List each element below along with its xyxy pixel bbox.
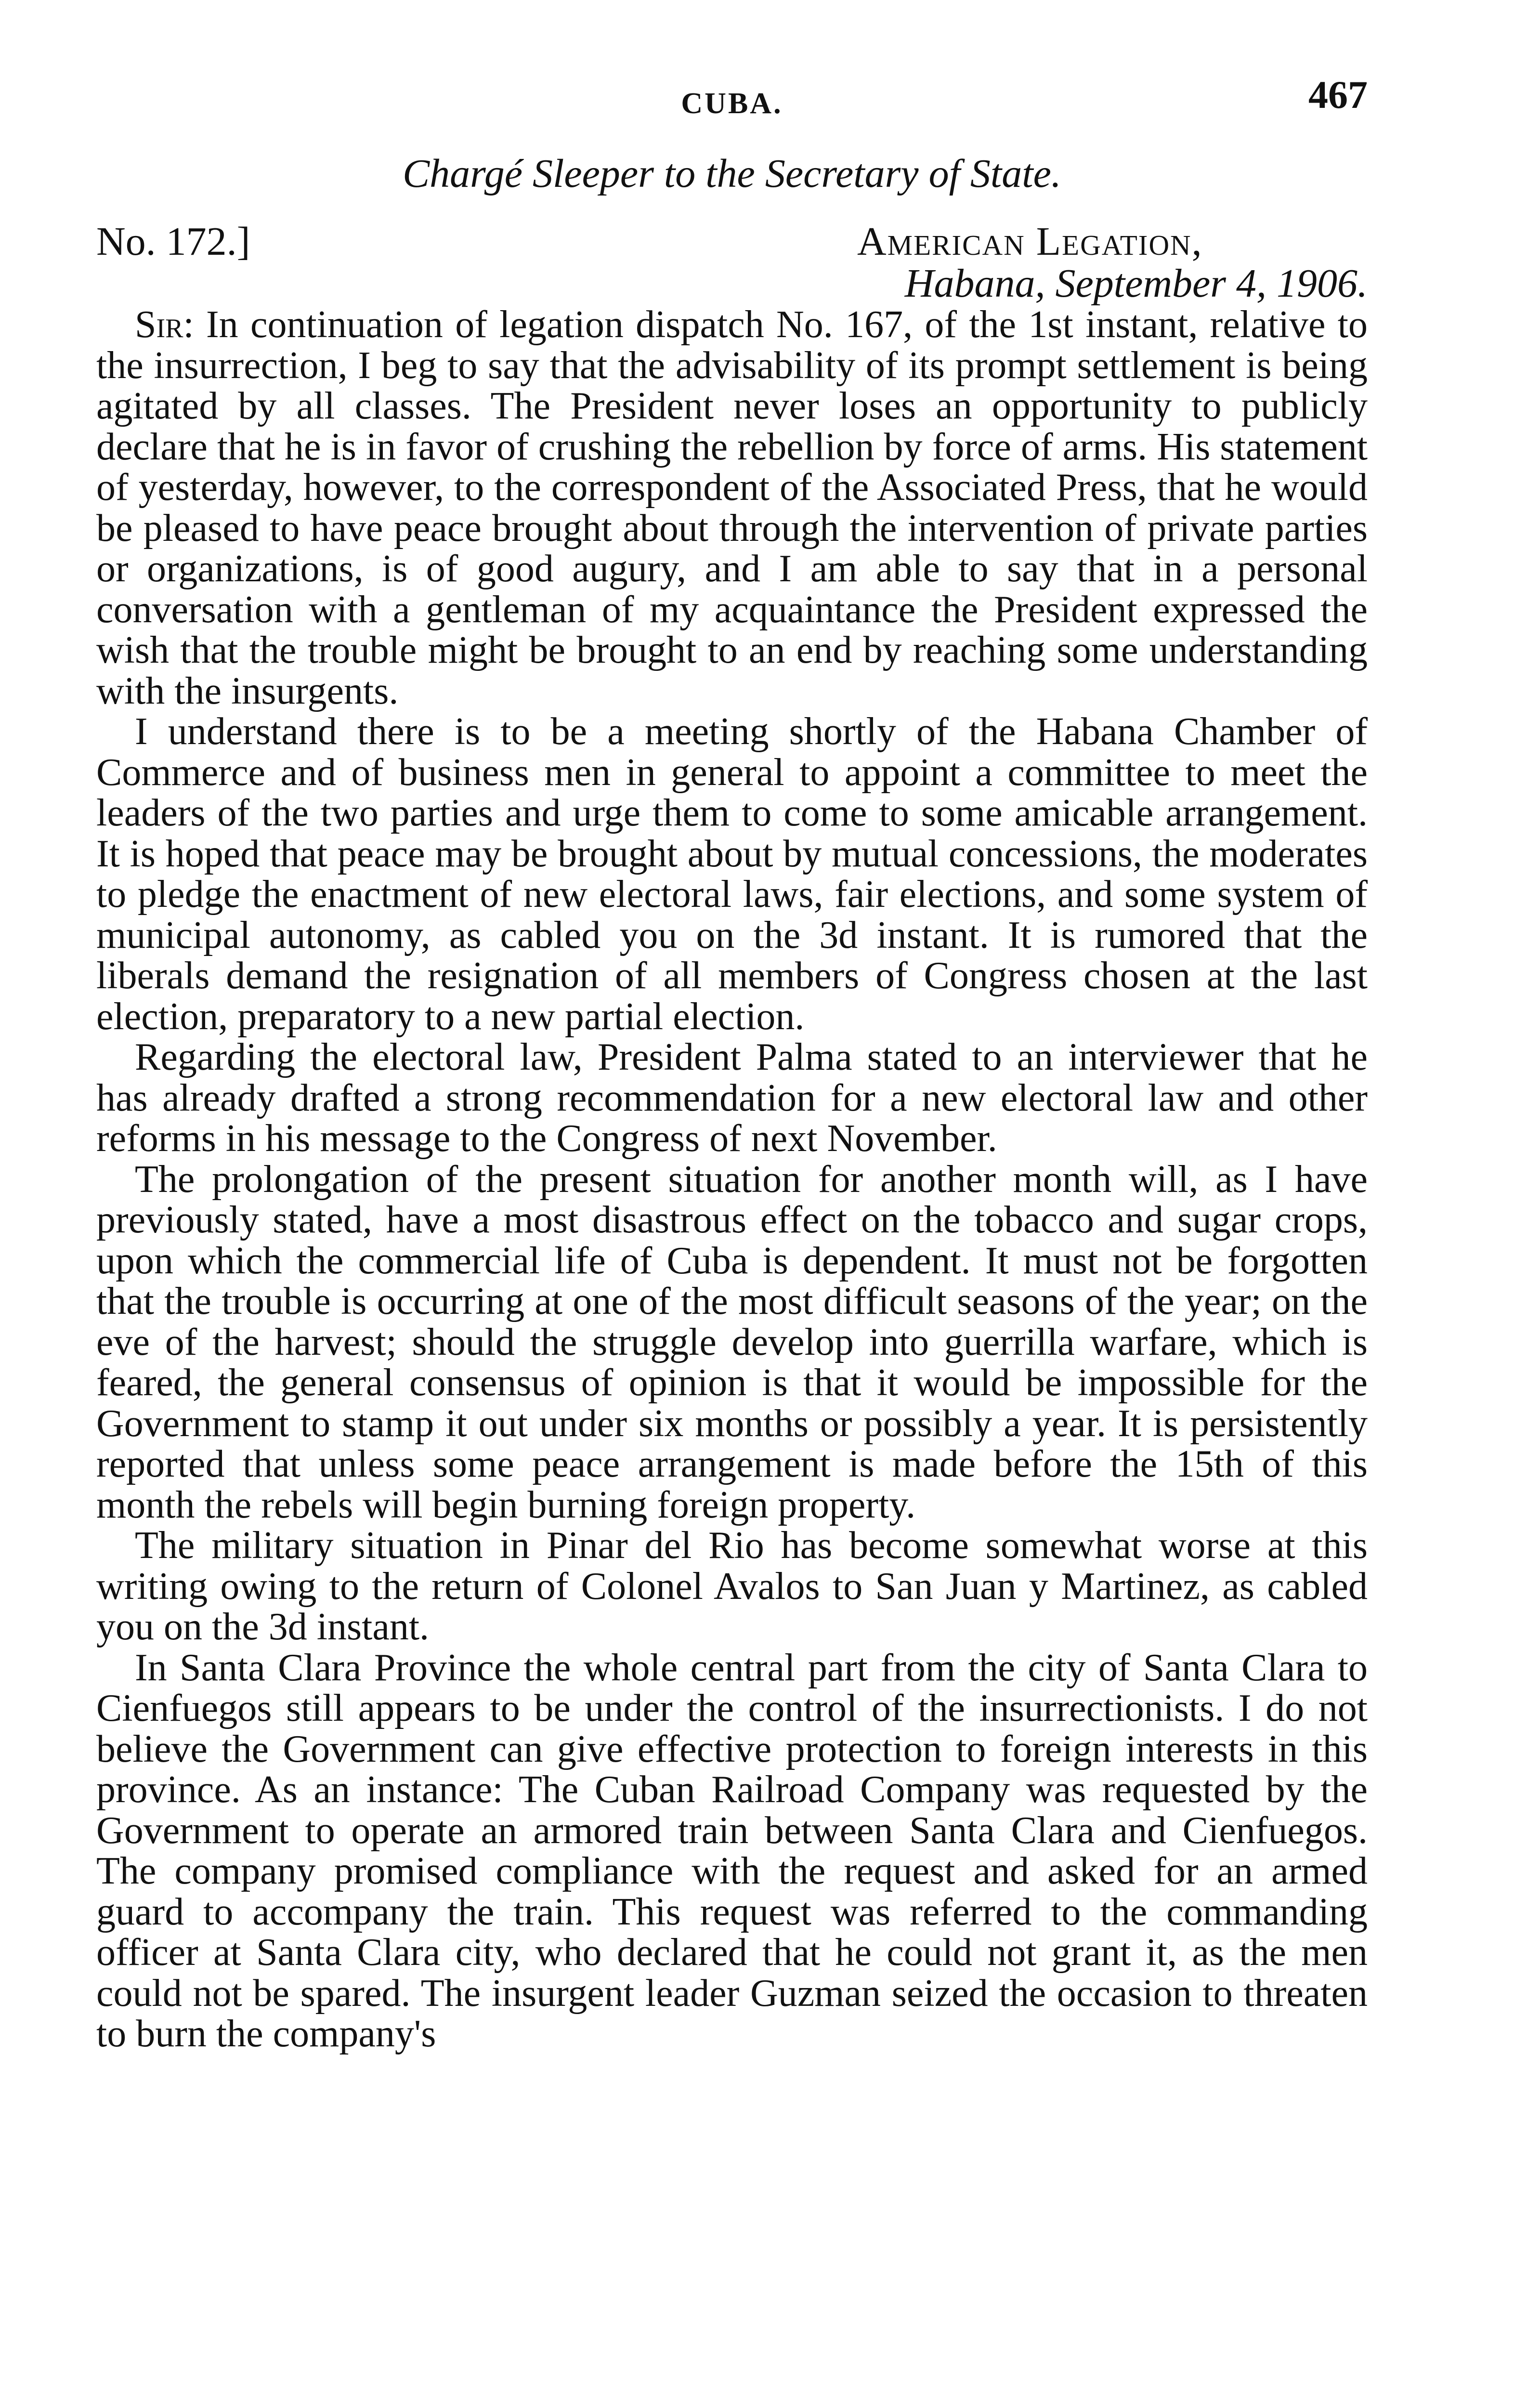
paragraph: Regarding the electoral law, President Palma stated to an interviewer that he has already drafted a strong recommendation for a new electoral law and other reforms in his message to the Congress of next November.: [96, 1036, 1368, 1160]
paragraph: The prolongation of the present situation for another month will, as I have previously stated, have a most disastrous effect on the tobacco and sugar crops, upon which the commercial life of Cuba is dependent. It must not be forgotten that the trouble is occurring at one of the most difficult seasons of the year; on the eve of the harvest; should the struggle develop into guerrilla warfare, which is feared, the general consensus of opinion is that it would be impossible for the Government to stamp it out under six months or possibly a year. It is persistently reported that unless some peace arrangement is made before the 15th of this month the rebels will begin burning foreign property.: [96, 1158, 1368, 1526]
page-number: 467: [1308, 73, 1368, 117]
running-title: CUBA.: [681, 87, 783, 120]
dispatch-number: No. 172.]: [96, 219, 250, 264]
running-head: [96, 72, 1368, 125]
sender-legation: American Legation,: [857, 219, 1203, 264]
paragraph: In Santa Clara Province the whole central part from the city of Santa Clara to Cienfuegos still appears to be under the control of the insurrectionists. I do not believe the Government can give effective protection to foreign interests in this province. As an instance: The Cuban Railroad Company was requested by the Government to operate an armored train between Santa Clara and Cienfuegos. The company promised compliance with the request and asked for an armed guard to accompany the train. This request was referred to the commanding officer at Santa Clara city, who declared that he could not grant it, as the men could not be spared. The insurgent leader Guzman seized the occasion to threaten to burn the company's: [96, 1646, 1368, 2055]
paragraph: I understand there is to be a meeting shortly of the Habana Chamber of Commerce and of business men in general to appoint a committee to meet the leaders of the two parties and urge them to come to some amicable arrangement. It is hoped that peace may be brought about by mutual concessions, the moderates to pledge the enactment of new electoral laws, fair elections, and some system of municipal autonomy, as cabled you on the 3d instant. It is rumored that the liberals demand the resignation of all members of Congress chosen at the last election, preparatory to a new partial election.: [96, 710, 1368, 1038]
paragraph: The military situation in Pinar del Rio has become somewhat worse at this writing owing to the return of Colonel Avalos to San Juan y Martinez, as cabled you on the 3d instant.: [96, 1524, 1368, 1648]
document-title: Chargé Sleeper to the Secretary of State.: [403, 151, 1061, 196]
paragraph-text: In continuation of legation dispatch No. 167, of the 1st instant, relative to the insurrection, I beg to say that the advisability of its prompt settlement is being agitated by all classes. The President never loses an opportunity to publicly declare that he is in favor of crushing the rebellion by force of arms. His statement of yesterday, however, to the correspondent of the Associated Press, that he would be pleased to have peace brought about through the intervention of private parties or organizations, is of good augury, and I am able to say that in a personal conversation with a gentleman of my acquaintance the President expressed the wish that the trouble might be brought to an end by reaching some understanding with the insurgents.: [96, 303, 1368, 712]
dateline: Habana, September 4, 1906.: [904, 261, 1368, 306]
paragraph: [96, 304, 1368, 711]
letter-body: [96, 304, 1368, 2055]
salutation: Sir:: [135, 303, 194, 346]
